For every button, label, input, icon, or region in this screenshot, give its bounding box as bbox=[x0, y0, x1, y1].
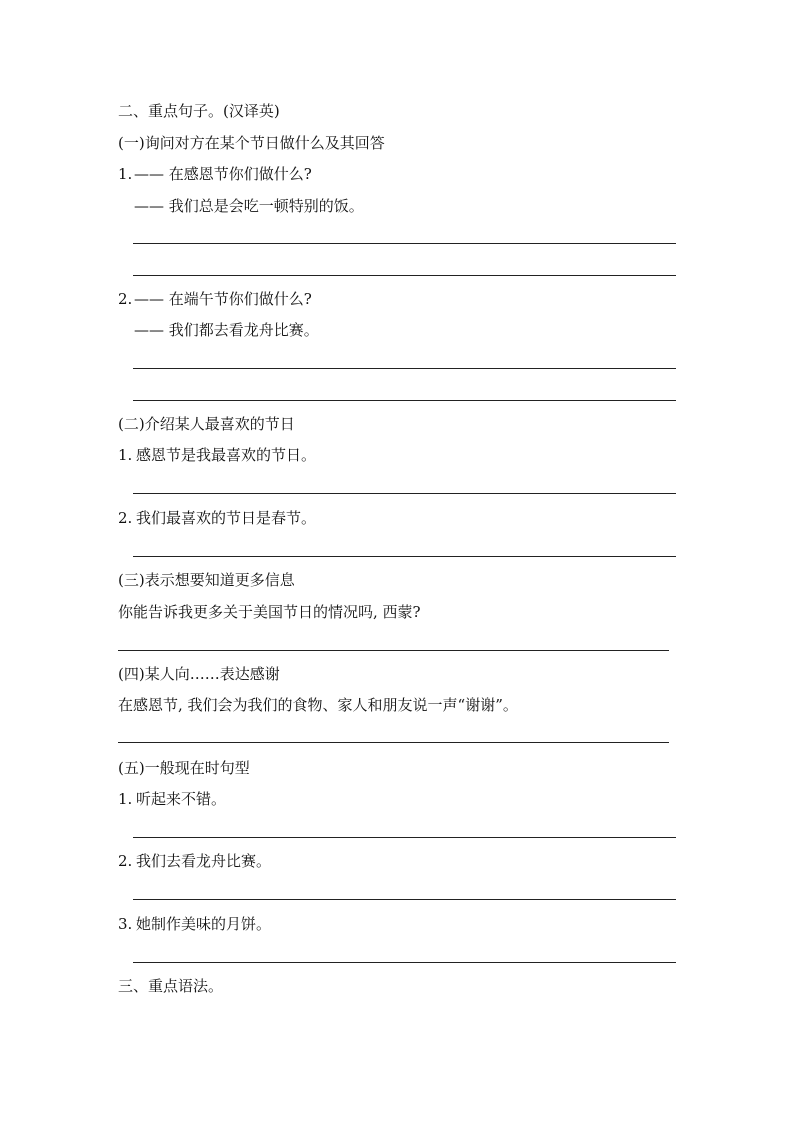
p4-text: 在感恩节, 我们会为我们的食物、家人和朋友说一声“谢谢”。 bbox=[118, 696, 518, 714]
p2-q1-number: 1. bbox=[118, 446, 133, 464]
p1-q2-answer-line-2[interactable] bbox=[133, 400, 676, 401]
p5-q2-text: 我们去看龙舟比赛。 bbox=[136, 852, 272, 870]
p4-answer-line[interactable] bbox=[118, 742, 669, 743]
section-3-heading: 三、重点语法。 bbox=[118, 977, 224, 995]
p5-q1-text: 听起来不错。 bbox=[136, 790, 227, 808]
p1-q2-answer-line-1[interactable] bbox=[133, 368, 676, 369]
p1-q2-number: 2. bbox=[118, 290, 133, 308]
p2-q2-answer-line[interactable] bbox=[133, 556, 676, 557]
p2-q1-text: 感恩节是我最喜欢的节日。 bbox=[136, 446, 317, 464]
p1-q2-question: —— 在端午节你们做什么? bbox=[134, 290, 312, 308]
p3-text: 你能告诉我更多关于美国节日的情况吗, 西蒙? bbox=[118, 603, 421, 621]
section-2-heading: 二、重点句子。(汉译英) bbox=[118, 102, 280, 120]
part-1-heading: (一)询问对方在某个节日做什么及其回答 bbox=[118, 134, 385, 152]
p5-q3-number: 3. bbox=[118, 915, 133, 933]
p5-q3-text: 她制作美味的月饼。 bbox=[136, 915, 272, 933]
p5-q3-answer-line[interactable] bbox=[133, 962, 676, 963]
p1-q1-number: 1. bbox=[118, 165, 133, 183]
p5-q2-number: 2. bbox=[118, 852, 133, 870]
p1-q1-answer-line-2[interactable] bbox=[133, 275, 676, 276]
p2-q1-answer-line[interactable] bbox=[133, 493, 676, 494]
p5-q1-number: 1. bbox=[118, 790, 133, 808]
part-4-heading: (四)某人向……表达感谢 bbox=[118, 665, 280, 683]
p1-q1-question: —— 在感恩节你们做什么? bbox=[134, 165, 312, 183]
part-5-heading: (五)一般现在时句型 bbox=[118, 759, 250, 777]
p3-answer-line[interactable] bbox=[118, 650, 669, 651]
p5-q2-answer-line[interactable] bbox=[133, 899, 676, 900]
p2-q2-number: 2. bbox=[118, 509, 133, 527]
p1-q2-answer: —— 我们都去看龙舟比赛。 bbox=[134, 321, 319, 339]
part-2-heading: (二)介绍某人最喜欢的节日 bbox=[118, 415, 295, 433]
p1-q1-answer: —— 我们总是会吃一顿特别的饭。 bbox=[134, 197, 364, 215]
p1-q1-answer-line-1[interactable] bbox=[133, 243, 676, 244]
part-3-heading: (三)表示想要知道更多信息 bbox=[118, 571, 295, 589]
p5-q1-answer-line[interactable] bbox=[133, 837, 676, 838]
p2-q2-text: 我们最喜欢的节日是春节。 bbox=[136, 509, 317, 527]
